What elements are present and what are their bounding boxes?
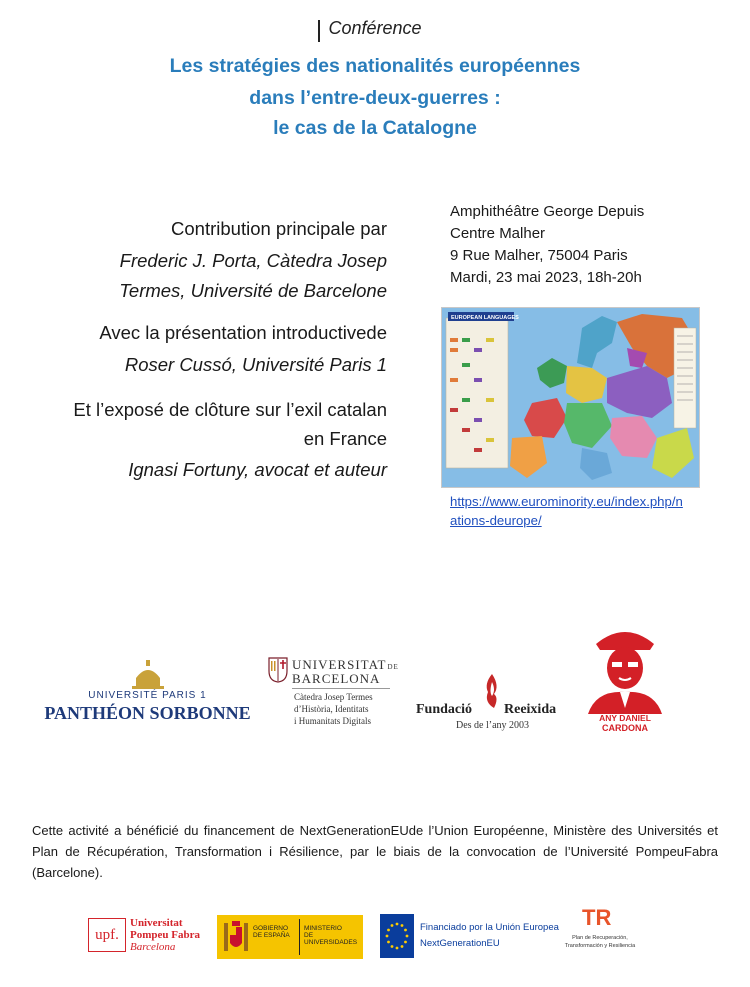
- gob-line-2: DE ESPAÑA: [253, 932, 290, 939]
- event-date: Mardi, 23 mai 2023, 18h-20h: [450, 269, 642, 286]
- upf-mark: upf.: [88, 918, 126, 952]
- ub-chair-line-2: d’Història, Identitats: [294, 704, 369, 714]
- reeixida-since: Des de l’any 2003: [456, 720, 530, 731]
- ministerio-line-1: MINISTERIO: [304, 925, 342, 932]
- eu-flag-icon: [380, 914, 414, 958]
- eu-funding-logo: [380, 914, 559, 960]
- ministerio-line-2: DE UNIVERSIDADES: [304, 932, 358, 946]
- any-daniel-cardona-logo: [586, 622, 664, 734]
- cardona-line-1: ANY DANIEL: [599, 713, 651, 723]
- closing-label-line-2: en France: [303, 428, 387, 449]
- pantheon-top-text: UNIVERSITÉ PARIS 1: [88, 690, 207, 701]
- upf-line-1: Universitat: [130, 917, 183, 929]
- event-kicker: Conférence: [328, 18, 422, 38]
- pantheon-sorbonne-logo: [40, 660, 255, 730]
- cardona-line-2: CARDONA: [602, 723, 648, 733]
- ub-shield-icon: [268, 657, 288, 683]
- ub-chair-line-1: Càtedra Josep Termes: [294, 692, 373, 702]
- pantheon-bottom-text: PANTHÉON SORBONNE: [44, 703, 251, 723]
- upf-line-3: Barcelona: [130, 941, 176, 953]
- prtr-line-2: Transformación y Resiliencia: [564, 943, 636, 949]
- venue-address: 9 Rue Malher, 75004 Paris: [450, 247, 628, 264]
- map-source-link-line-2[interactable]: ations-deurope/: [450, 513, 542, 528]
- ub-chair-line-3: i Humanitats Digitals: [294, 716, 371, 726]
- reeixida-left: Fundació: [416, 702, 473, 717]
- intro-label: Avec la présentation introductivede: [99, 322, 387, 343]
- universitat-barcelona-logo: [266, 655, 399, 735]
- eu-line-2: NextGenerationEU: [420, 938, 500, 949]
- spain-coat-of-arms-icon: [221, 919, 251, 955]
- venue-hall: Amphithéâtre George Depuis: [450, 203, 645, 220]
- venue-building: Centre Malher: [450, 225, 546, 242]
- main-speaker-line-2: Termes, Université de Barcelone: [119, 280, 387, 301]
- flame-icon: [482, 672, 502, 710]
- main-speaker-line-1: Frederic J. Porta, Càtedra Josep: [119, 250, 387, 271]
- title-line-3: le cas de la Catalogne: [273, 117, 477, 139]
- ub-name-line-1: UNIVERSITAT: [292, 657, 387, 672]
- closing-label-line-1: Et l’exposé de clôture sur l’exil catalan: [73, 399, 387, 420]
- dome-icon: [128, 660, 168, 690]
- map-illustration: [442, 308, 699, 487]
- fundacio-reeixida-logo: [412, 672, 572, 732]
- ub-name-line-2: BARCELONA: [292, 671, 381, 686]
- map-source-link-line-1[interactable]: https://www.eurominority.eu/index.php/n: [450, 494, 683, 509]
- title-line-1: Les stratégies des nationalités européennes: [169, 55, 581, 77]
- map-title: EUROPEAN LANGUAGES: [451, 315, 519, 321]
- eu-line-1: Financiado por la Unión Europea: [420, 922, 559, 933]
- ub-name-de: DE: [387, 663, 399, 671]
- main-contribution-label: Contribution principale par: [171, 218, 387, 239]
- intro-speaker: Roser Cussó, Université Paris 1: [124, 354, 387, 375]
- funding-note: Cette activité a bénéficié du financement de NextGenerationEUde l’Union Européenne, Ministère des Universités et Plan de Récupération, Transformation i Résilience, par le biais de la convocation de l’Université PompeuFabra (Barcelone).: [32, 823, 718, 880]
- prtr-mark: TR: [582, 905, 612, 930]
- gob-line-1: GOBIERNO: [253, 925, 289, 932]
- title-line-2: dans l’entre-deux-guerres :: [249, 87, 501, 109]
- gobierno-ministerio-logo: [217, 915, 363, 959]
- european-languages-map: [441, 307, 700, 488]
- prtr-line-1: Plan de Recuperación,: [572, 935, 628, 941]
- reeixida-right: Reeixida: [504, 702, 557, 717]
- upf-line-2: Pompeu Fabra: [130, 929, 200, 941]
- closing-speaker: Ignasi Fortuny, avocat et auteur: [128, 459, 387, 480]
- upf-logo: [88, 914, 208, 964]
- prtr-logo: [560, 905, 640, 967]
